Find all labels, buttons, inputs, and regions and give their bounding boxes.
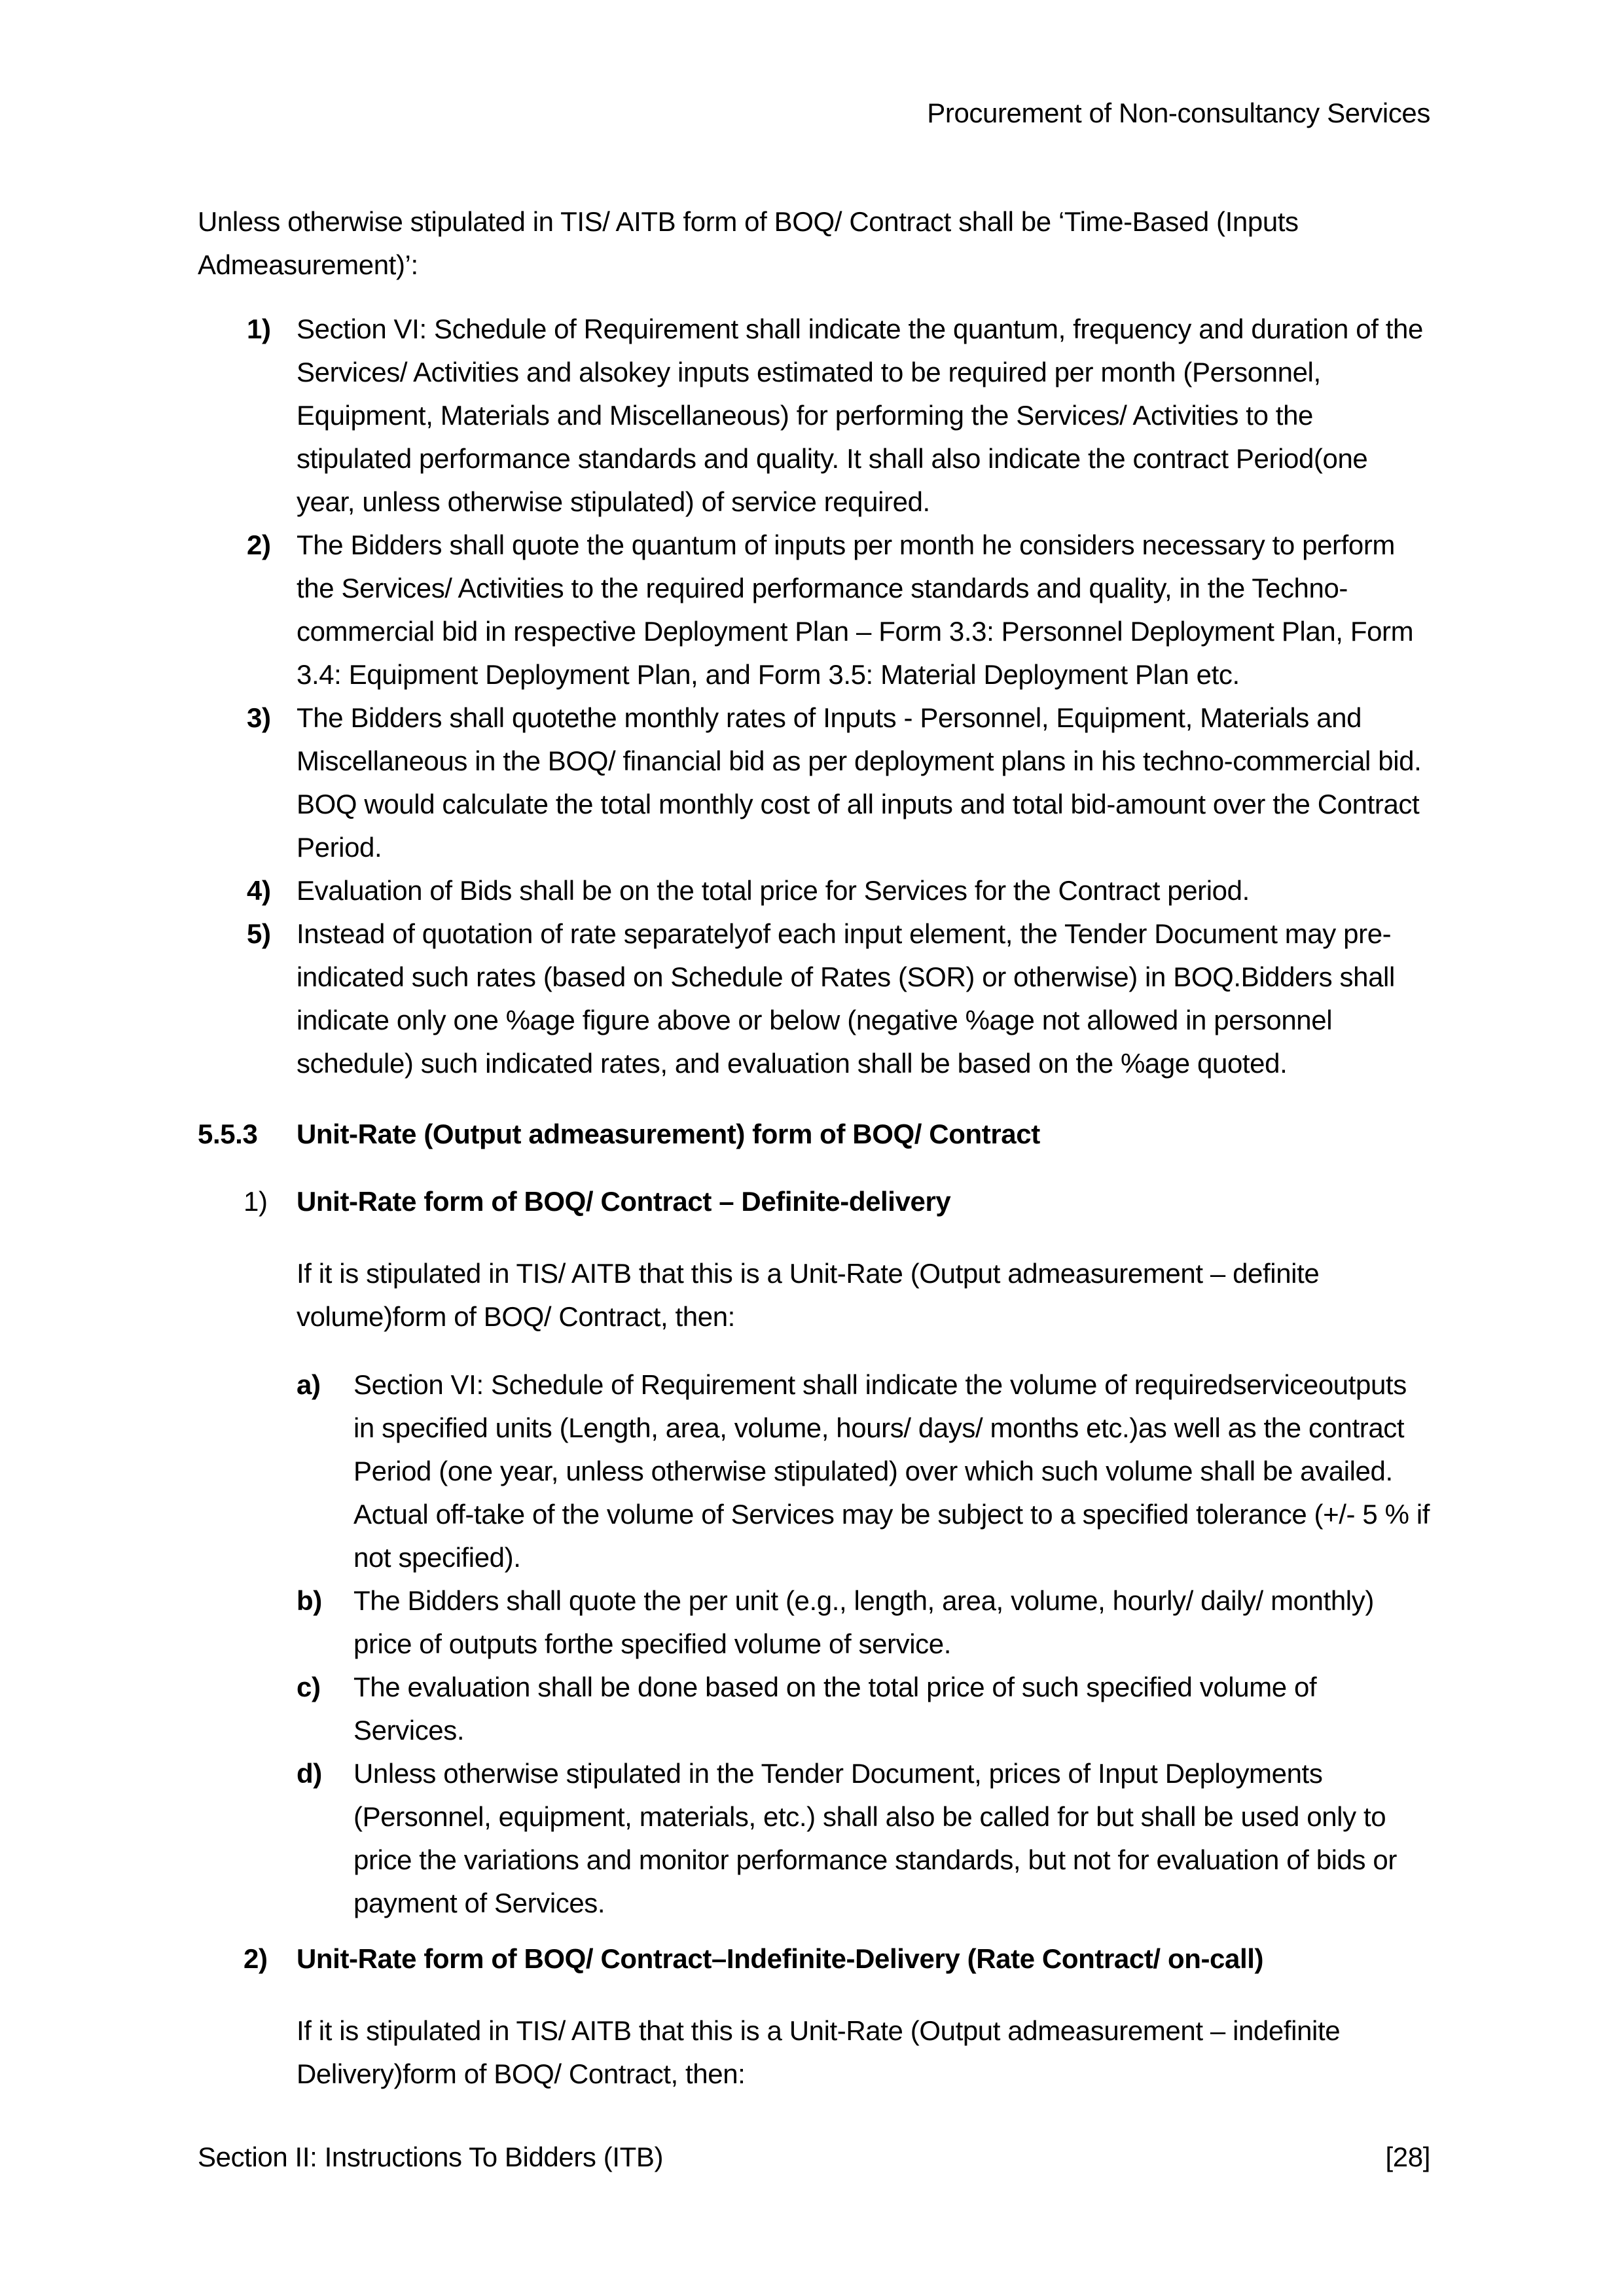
header-title: Procurement of Non-consultancy Services — [927, 98, 1430, 128]
section-title: Unit-Rate (Output admeasurement) form of BOQ/ Contract — [297, 1119, 1040, 1149]
main-numbered-list — [247, 308, 1430, 1085]
list-item — [297, 1752, 1430, 1925]
page-header — [198, 92, 1430, 135]
subheading-marker: 2) — [244, 1943, 268, 1974]
intro-paragraph: Unless otherwise stipulated in TIS/ AITB form of BOQ/ Contract shall be ‘Time-Based (Inputs Admeasurement)’: — [198, 206, 1299, 280]
list-item-text: Unless otherwise stipulated in the Tender Document, prices of Input Deployments (Personnel, equipment, materials, etc.) shall also be called for but shall be used only to price the variations and monitor performance standards, but not for evaluation of bids or payment of Services. — [353, 1758, 1397, 1918]
subheading-definite-delivery — [244, 1180, 1430, 1223]
list-item-text: The Bidders shall quote the per unit (e.g., length, area, volume, hourly/ daily/ monthly) price of outputs forthe specified volume of service. — [353, 1585, 1374, 1659]
list-item — [297, 1666, 1430, 1752]
list-item-marker: 4) — [247, 875, 271, 906]
sub2-intro-paragraph: If it is stipulated in TIS/ AITB that this is a Unit-Rate (Output admeasurement – indefinite Delivery)form of BOQ/ Contract, then: — [297, 2015, 1341, 2089]
list-item-text: Evaluation of Bids shall be on the total price for Services for the Contract period. — [297, 875, 1250, 906]
subheading-title: Unit-Rate form of BOQ/ Contract–Indefinite-Delivery (Rate Contract/ on-call) — [297, 1943, 1264, 1974]
list-item — [247, 524, 1430, 696]
subheading-marker: 1) — [244, 1186, 268, 1217]
alpha-list — [297, 1363, 1430, 1925]
list-item-marker: a) — [297, 1369, 321, 1400]
list-item-marker: b) — [297, 1585, 322, 1616]
page-number: [28] — [1385, 2142, 1430, 2172]
list-item-marker: d) — [297, 1758, 322, 1789]
section-heading-5-5-3 — [198, 1113, 1430, 1156]
list-item-text: Section VI: Schedule of Requirement shall indicate the volume of requiredserviceoutputs in specified units (Length, area, volume, hours/ days/ months etc.)as well as the contract Period (one year, unless otherwise stipulated) over which such volume shall be availed. Actual off-take of the volume of Services may be subject to a specified tolerance (+/- 5 % if not specified). — [353, 1369, 1430, 1573]
subheading-title: Unit-Rate form of BOQ/ Contract – Definite-delivery — [297, 1186, 951, 1217]
list-item — [297, 1579, 1430, 1666]
list-item-marker: 1) — [247, 314, 271, 344]
list-item-marker: 5) — [247, 918, 271, 949]
list-item-text: The evaluation shall be done based on the total price of such specified volume of Services. — [353, 1672, 1317, 1746]
section-number: 5.5.3 — [198, 1119, 258, 1149]
list-item — [247, 869, 1430, 912]
page-content — [198, 0, 1430, 2096]
list-item — [247, 696, 1430, 869]
list-item-text: Section VI: Schedule of Requirement shall indicate the quantum, frequency and duration of the Services/ Activities and alsokey inputs estimated to be required per month (Personnel, Equipment, Materials and Miscellaneous) for performing the Services/ Activities to the stipulated performance standards and quality. It shall also indicate the contract Period(one year, unless otherwise stipulated) of service required. — [297, 314, 1423, 517]
list-item-marker: 3) — [247, 702, 271, 733]
list-item-marker: c) — [297, 1672, 321, 1702]
sub1-intro-paragraph: If it is stipulated in TIS/ AITB that this is a Unit-Rate (Output admeasurement – definite volume)form of BOQ/ Contract, then: — [297, 1258, 1320, 1332]
list-item-text: The Bidders shall quote the quantum of inputs per month he considers necessary to perform the Services/ Activities to the required performance standards and quality, in the Techno-commercial bid in respective Deployment Plan – Form 3.3: Personnel Deployment Plan, Form 3.4: Equipment Deployment Plan, and Form 3.5: Material Deployment Plan etc. — [297, 529, 1414, 690]
list-item — [247, 912, 1430, 1085]
list-item-text: The Bidders shall quotethe monthly rates of Inputs - Personnel, Equipment, Materials and Miscellaneous in the BOQ/ financial bid as per deployment plans in his techno-commercial bid. BOQ would calculate the total monthly cost of all inputs and total bid-amount over the Contract Period. — [297, 702, 1422, 863]
page-footer — [198, 2136, 1430, 2179]
list-item — [297, 1363, 1430, 1579]
list-item — [247, 308, 1430, 524]
list-item-marker: 2) — [247, 529, 271, 560]
subheading-indefinite-delivery — [244, 1937, 1430, 1981]
footer-section-label: Section II: Instructions To Bidders (ITB) — [198, 2142, 664, 2172]
list-item-text: Instead of quotation of rate separatelyof each input element, the Tender Document may pre-indicated such rates (based on Schedule of Rates (SOR) or otherwise) in BOQ.Bidders shall indicate only one %age figure above or below (negative %age not allowed in personnel schedule) such indicated rates, and evaluation shall be based on the %age quoted. — [297, 918, 1395, 1079]
